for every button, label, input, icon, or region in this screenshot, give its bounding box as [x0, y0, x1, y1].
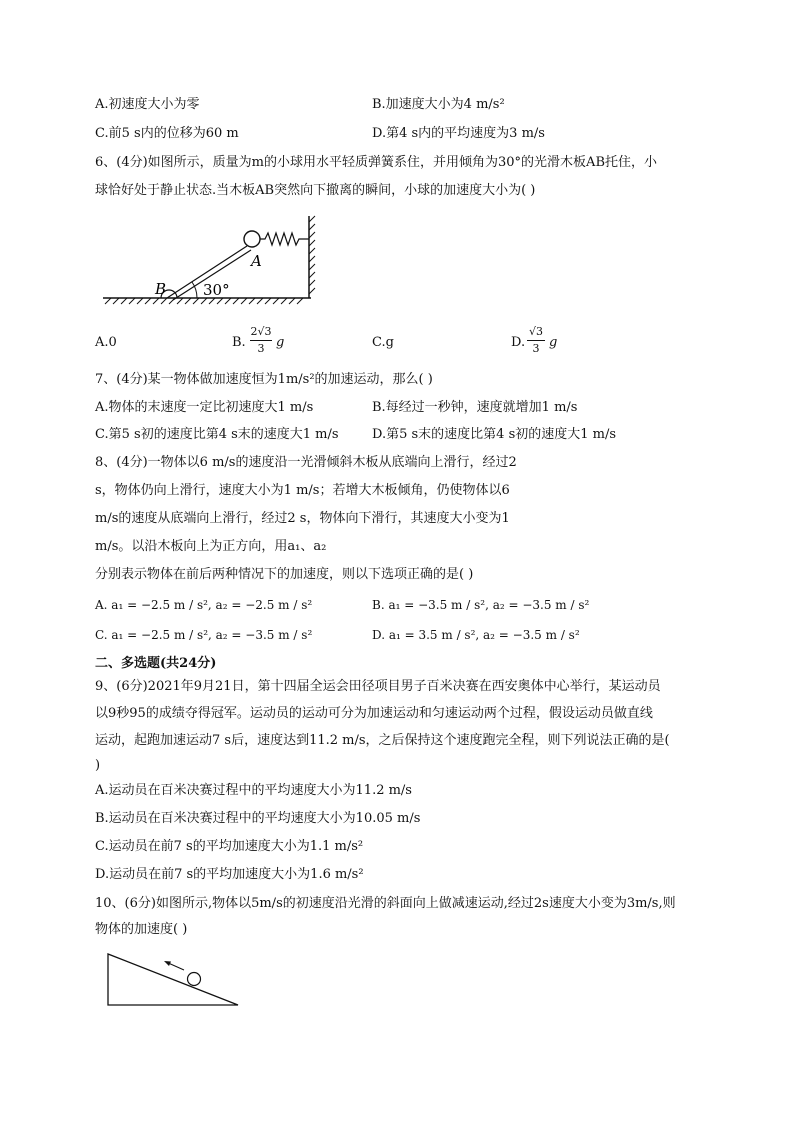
q6-option-b-denominator: 3: [257, 342, 265, 355]
fraction-bar: [527, 340, 545, 341]
q7-stem: 7、(4分)某一物体做加速度恒为1m/s²的加速运动，那么( ): [95, 372, 433, 387]
q7-option-d: D.第5 s末的速度比第4 s初的速度大1 m/s: [372, 427, 617, 442]
q9-stem-line-3: 运动，起跑加速运动7 s后，速度达到11.2 m/s，之后保持这个速度跑完全程，则下列说法正确的是(: [95, 733, 670, 748]
q9-stem-line-2: 以9秒95的成绩夺得冠军。运动员的运动可分为加速运动和匀速运动两个过程，假设运动员做直线: [95, 706, 653, 721]
q6-option-d-suffix: g: [549, 335, 558, 350]
spring: [260, 233, 309, 245]
q9-option-b: B.运动员在百米决赛过程中的平均速度大小为10.05 m/s: [95, 811, 421, 826]
q6-stem-line-1: 6、(4分)如图所示，质量为m的小球用水平轻质弹簧系住，并用倾角为30°的光滑木板AB托住，小: [95, 155, 657, 170]
q6-option-b-suffix: g: [276, 335, 285, 350]
q10-stem-line-2: 物体的加速度( ): [95, 922, 188, 937]
label-b: B: [155, 280, 167, 298]
q6-figure: [95, 214, 325, 314]
q5-option-a: A.初速度大小为零: [95, 97, 200, 112]
q8-stem-line-2: s，物体仍向上滑行，速度大小为1 m/s；若增大木板倾角，仍使物体以6: [95, 483, 510, 498]
q9-option-c: C.运动员在前7 s的平均加速度大小为1.1 m/s²: [95, 839, 364, 854]
q10-figure: [100, 948, 245, 1010]
q6-stem-line-2: 球恰好处于静止状态.当木板AB突然向下撤离的瞬间，小球的加速度大小为( ): [95, 183, 536, 198]
incline-triangle: [108, 954, 238, 1005]
q5-option-d: D.第4 s内的平均速度为3 m/s: [372, 126, 545, 141]
fraction-bar: [250, 340, 272, 341]
q9-option-a: A.运动员在百米决赛过程中的平均速度大小为11.2 m/s: [95, 783, 412, 798]
q9-stem-line-4: ): [95, 758, 101, 773]
q10-stem-line-1: 10、(6分)如图所示,物体以5m/s的初速度沿光滑的斜面向上做减速运动,经过2s速度大小变为3m/s,则: [95, 896, 676, 911]
q6-option-c: C.g: [372, 335, 394, 350]
arrow-head-icon: [164, 961, 171, 966]
q8-option-c: C. a₁ = −2.5 m / s², a₂ = −3.5 m / s²: [95, 628, 313, 642]
q8-stem-line-4: m/s。以沿木板向上为正方向，用a₁、a₂: [95, 539, 327, 554]
wall-hatching: [309, 216, 315, 294]
q6-option-d-numerator: √3: [528, 325, 543, 338]
label-a: A: [251, 252, 262, 270]
q7-option-c: C.第5 s初的速度比第4 s末的速度大1 m/s: [95, 427, 339, 442]
q6-option-a: A.0: [95, 335, 117, 350]
q6-option-d-denominator: 3: [532, 342, 540, 355]
q5-option-c: C.前5 s内的位移为60 m: [95, 126, 239, 141]
block-ball: [188, 973, 201, 986]
q7-option-b: B.每经过一秒钟，速度就增加1 m/s: [372, 400, 578, 415]
q6-option-b-prefix: B.: [232, 335, 246, 350]
q8-stem-line-5: 分别表示物体在前后两种情况下的加速度，则以下选项正确的是( ): [95, 567, 474, 582]
q6-option-d-prefix: D.: [511, 335, 526, 350]
q8-option-a: A. a₁ = −2.5 m / s², a₂ = −2.5 m / s²: [95, 598, 313, 612]
q8-stem-line-1: 8、(4分)一物体以6 m/s的速度沿一光滑倾斜木板从底端向上滑行，经过2: [95, 455, 517, 470]
section-title: 二、多选题(共24分): [95, 656, 217, 671]
q5-option-b: B.加速度大小为4 m/s²: [372, 97, 505, 112]
q6-option-b-numerator: 2√3: [250, 325, 272, 338]
q8-stem-line-3: m/s的速度从底端向上滑行，经过2 s，物体向下滑行，其速度大小变为1: [95, 511, 510, 526]
ball: [244, 231, 260, 247]
q9-option-d: D.运动员在前7 s的平均加速度大小为1.6 m/s²: [95, 867, 364, 882]
q8-option-d: D. a₁ = 3.5 m / s², a₂ = −3.5 m / s²: [372, 628, 580, 642]
q9-stem-line-1: 9、(6分)2021年9月21日，第十四届全运会田径项目男子百米决赛在西安奥体中心举行，某运动员: [95, 679, 661, 694]
q7-option-a: A.物体的末速度一定比初速度大1 m/s: [95, 400, 314, 415]
q8-option-b: B. a₁ = −3.5 m / s², a₂ = −3.5 m / s²: [372, 598, 590, 612]
label-angle: 30°: [203, 281, 230, 299]
